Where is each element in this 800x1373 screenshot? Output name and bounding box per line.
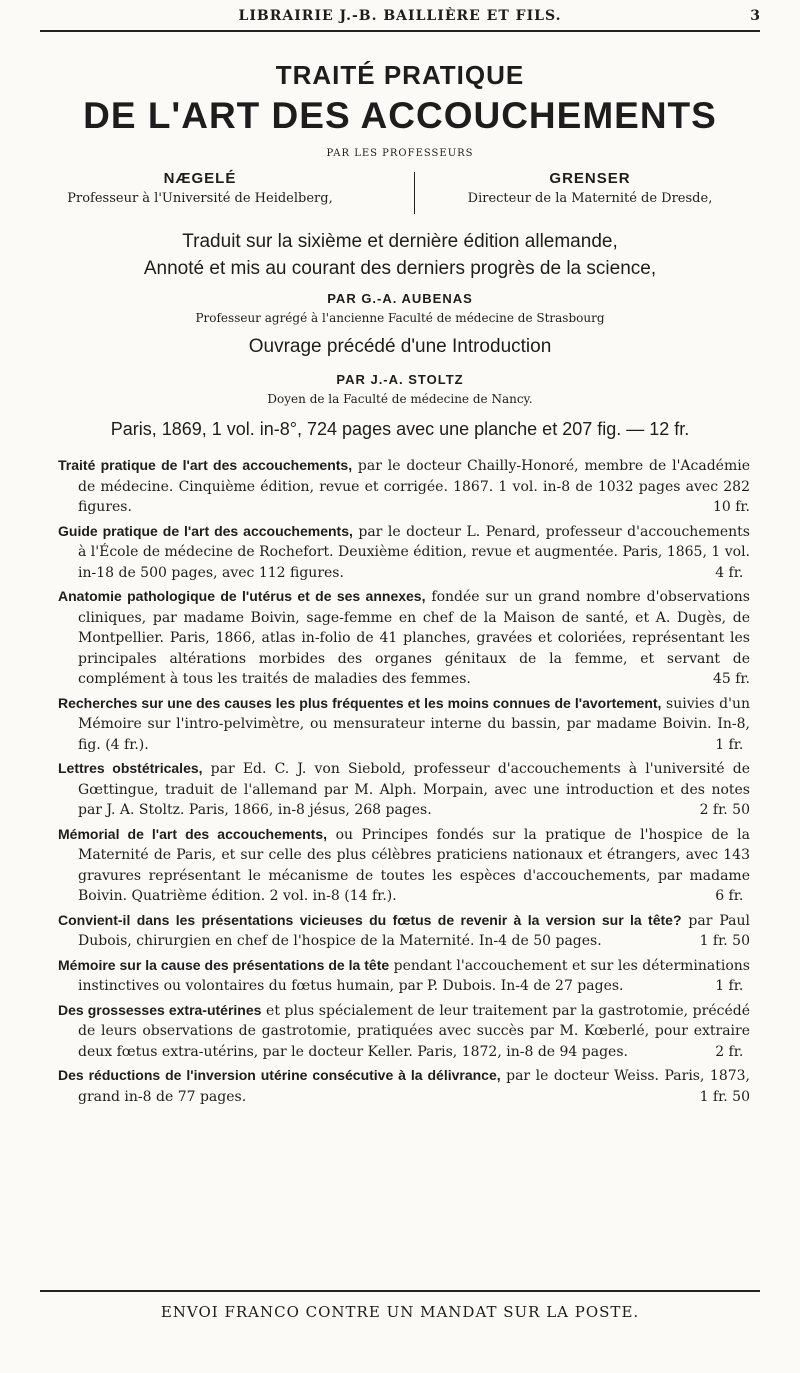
introduction-author: PAR J.-A. STOLTZ — [336, 372, 464, 387]
entry-price: 4 fr. — [715, 564, 744, 581]
entry-text: suivies d'un Mémoire sur l'intro-pelvimètre, ou mensurateur interne du bassin, par madame Boivin. In-8, fig. (4 fr.). — [78, 695, 750, 753]
by-professors: PAR LES PROFESSEURS — [326, 148, 474, 159]
translation-note — [0, 228, 800, 282]
entry-price: 1 fr. 50 — [699, 933, 750, 949]
entry-text: pendant l'accouchement et sur les déterminations instinctives ou volontaires du fœtus humain, par P. Dubois. In-4 de 27 pages. — [78, 957, 750, 994]
catalogue-entry — [58, 758, 750, 821]
entry-text: par Ed. C. J. von Siebold, professeur d'accouchements à l'université de Gœttingue, traduit de l'allemand par M. Alph. Morpain, avec une introduction et des notes par J. A. Stoltz. Paris, 1866, in-8 jésus, 268 pages. — [78, 761, 750, 818]
entry-title: Mémorial de l'art des accouchements, — [58, 825, 327, 842]
catalogue-entry — [58, 1065, 750, 1107]
author-grenser — [420, 170, 760, 206]
author-naegele — [40, 170, 360, 206]
translation-line1: Traduit sur la sixième et dernière édition allemande, — [182, 231, 618, 252]
entry-text: par le docteur L. Penard, professeur d'accouchements à l'École de médecine de Rochefort. Deuxième édition, revue et augmentée. Paris, 1865, 1 vol. in-18 de 500 pages, avec 112 figures. — [78, 523, 750, 581]
entry-price: 2 fr. — [715, 1043, 744, 1060]
entry-price: 1 fr. — [715, 736, 744, 753]
catalogue-entry — [58, 955, 750, 997]
author-name: NÆGELÉ — [163, 170, 237, 187]
book-title-line2: DE L'ART DES ACCOUCHEMENTS — [83, 95, 717, 136]
entry-price: 10 fr. — [712, 499, 750, 515]
catalogue-entry — [58, 1000, 750, 1063]
imprint-line: Paris, 1869, 1 vol. in-8°, 724 pages avec une planche et 207 fig. — 12 fr. — [110, 419, 690, 439]
entry-text: et plus spécialement de leur traitement par la gastrotomie, précédé de leurs observations de gastrotomie, pratiquées avec succès par M. Kœberlé, pour extraire deux fœtus extra-utérins, par le docteur Keller. Paris, 1872, in-8 de 94 pages. — [78, 1002, 750, 1060]
catalogue-entry — [58, 455, 750, 518]
introduction-note: Ouvrage précédé d'une Introduction — [248, 336, 552, 357]
entry-text: par Paul Dubois, chirurgien en chef de l'hospice de la Maternité. In-4 de 50 pages. — [78, 912, 750, 949]
entry-title: Guide pratique de l'art des accouchements, — [58, 522, 353, 539]
catalogue-entry — [58, 586, 750, 690]
entry-title: Traité pratique de l'art des accouchements, — [58, 457, 353, 473]
header-rule — [40, 30, 760, 32]
entry-price: 45 fr. — [712, 671, 750, 687]
entry-title: Convient-il dans les présentations vicieuses du fœtus de revenir à la version sur la tête? — [58, 911, 682, 928]
author-role: Professeur à l'Université de Heidelberg, — [67, 191, 333, 206]
entry-text: fondée sur un grand nombre d'observations cliniques, par madame Boivin, sage-femme en chef de la Maison de santé, et A. Dugès, de Montpellier. Paris, 1866, atlas in-folio de 41 planches, gravées et coloriées, représentant les principales altérations morbides des organes génitaux de la femme, et servant de complément à tous les traités de maladies des femmes. — [78, 589, 750, 687]
entry-price: 1 fr. 50 — [699, 1088, 750, 1105]
authors-block — [40, 170, 760, 216]
catalogue-entry — [58, 521, 750, 584]
entry-title: Des réductions de l'inversion utérine consécutive à la délivrance, — [58, 1067, 501, 1083]
footer-shipping-note: ENVOI FRANCO CONTRE UN MANDAT SUR LA POSTE. — [160, 1303, 640, 1321]
translation-line2: Annoté et mis au courant des derniers progrès de la science, — [143, 258, 657, 279]
publisher-running-head: LIBRAIRIE J.-B. BAILLIÈRE ET FILS. — [238, 8, 562, 24]
entry-title: Lettres obstétricales, — [58, 760, 203, 776]
entry-title: Recherches sur une des causes les plus fréquentes et les moins connues de l'avortement, — [58, 694, 662, 711]
introduction-author-role: Doyen de la Faculté de médecine de Nancy. — [267, 392, 533, 406]
entry-text: ou Principes fondés sur la pratique de l'hospice de la Maternité de Paris, et sur celle des plus célèbres praticiens nationaux et étrangers, avec 143 gravures représentant le mécanisme de toutes les espèces d'accouchements, par madame Boivin. Quatrième édition. 2 vol. in-8 (14 fr.). — [78, 826, 750, 904]
entry-price: 6 fr. — [715, 888, 744, 904]
author-divider — [414, 172, 415, 214]
entry-price: 1 fr. — [715, 978, 744, 994]
translator-name: PAR G.-A. AUBENAS — [327, 291, 473, 306]
catalogue-entry — [58, 693, 750, 756]
catalogue-entry — [58, 824, 750, 907]
author-role: Directeur de la Maternité de Dresde, — [467, 191, 713, 206]
entry-text: par le docteur Chailly-Honoré, membre de l'Académie de médecine. Cinquième édition, revue et corrigée. 1867. 1 vol. in-8 de 1032 pages avec 282 figures. — [78, 458, 750, 515]
entry-title: Des grossesses extra-utérines — [58, 1001, 262, 1018]
entry-text: par le docteur Weiss. Paris, 1873, grand in-8 de 77 pages. — [78, 1068, 750, 1105]
catalogue-entry — [58, 910, 750, 952]
footer-rule — [40, 1290, 760, 1292]
author-name: GRENSER — [549, 170, 631, 187]
entry-title: Anatomie pathologique de l'utérus et de ses annexes, — [58, 588, 426, 604]
entry-title: Mémoire sur la cause des présentations de la tête — [58, 956, 390, 973]
page-number: 3 — [750, 8, 760, 24]
catalogue-entries — [58, 455, 750, 1110]
translator-role: Professeur agrégé à l'ancienne Faculté de médecine de Strasbourg — [195, 311, 605, 325]
book-title-line1: TRAITÉ PRATIQUE — [275, 60, 525, 90]
entry-price: 2 fr. 50 — [699, 802, 750, 818]
